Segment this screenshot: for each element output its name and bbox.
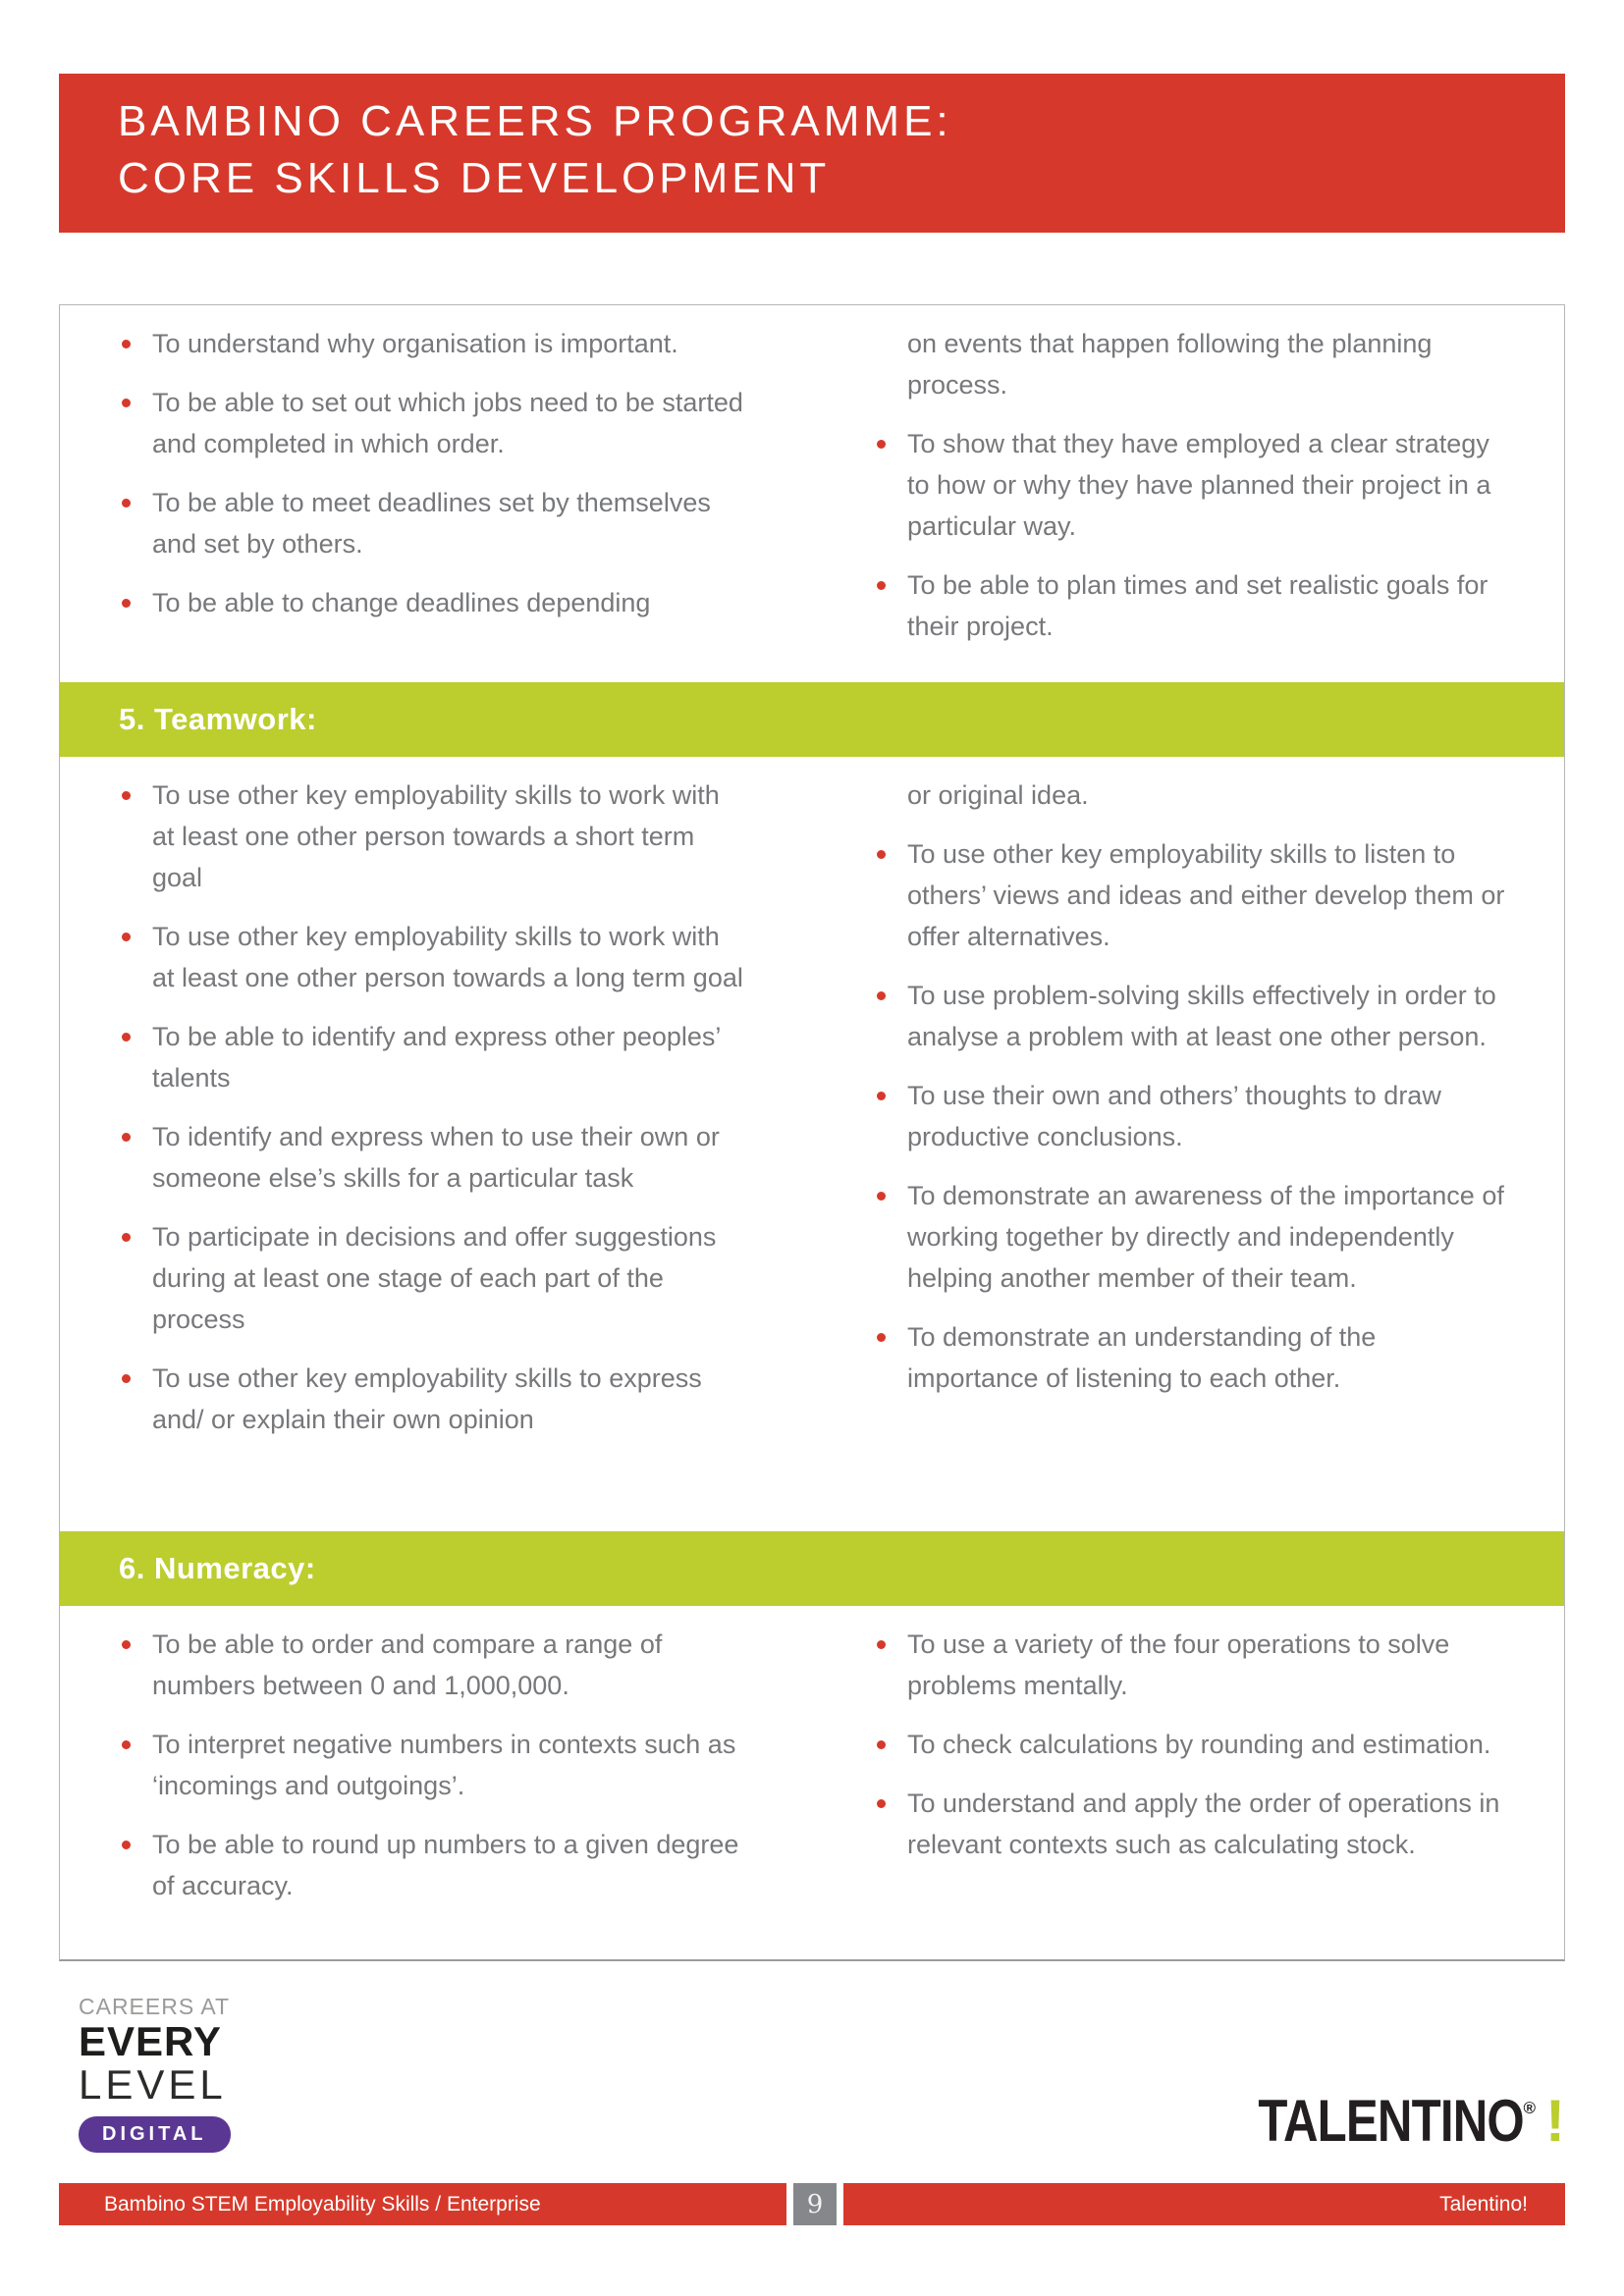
footer-bar-right <box>843 2183 1565 2225</box>
footer-right-text: Talentino! <box>1439 2192 1528 2216</box>
list-item-text: To participate in decisions and offer suggestions during at least one stage of each part of the process <box>152 1222 717 1334</box>
bullet-dot-icon <box>122 791 131 800</box>
digital-badge: DIGITAL <box>79 2116 231 2153</box>
careers-at-every-level-logo <box>79 1993 231 2153</box>
list-item-text: To show that they have employed a clear strategy to how or why they have planned their project in a particular way. <box>907 429 1491 541</box>
list-item <box>122 1824 747 1906</box>
bullet-dot-icon <box>877 1333 886 1342</box>
bullet-dot-icon <box>877 1640 886 1649</box>
bullet-dot-icon <box>122 1841 131 1849</box>
list-item-text: To understand and apply the order of operations in relevant contexts such as calculating stock. <box>907 1789 1500 1859</box>
list-item-text: To be able to plan times and set realistic goals for their project. <box>907 570 1489 641</box>
bullet-dot-icon <box>877 440 886 449</box>
logo-every: EVERY <box>79 2018 222 2064</box>
list-item-text: To use other key employability skills to work with at least one other person towards a short term goal <box>152 780 720 892</box>
bullet-dot-icon <box>122 1740 131 1749</box>
footer-bar-left <box>59 2183 786 2225</box>
list-item-text: To demonstrate an awareness of the importance of working together by directly and independently helping another member of their team. <box>907 1181 1504 1293</box>
list-item <box>122 582 747 623</box>
list-item-text: To use other key employability skills to work with at least one other person towards a long term goal <box>152 922 743 992</box>
bullet-list <box>122 323 747 623</box>
logo-level: LEVEL <box>79 2061 227 2108</box>
list-item <box>877 423 1509 547</box>
column-left <box>60 1624 812 1949</box>
list-item <box>122 1016 747 1098</box>
bullet-dot-icon <box>122 1233 131 1242</box>
list-item-text: or original idea. <box>907 780 1089 810</box>
bullet-dot-icon <box>877 581 886 590</box>
list-item-text: To identify and express when to use their own or someone else’s skills for a particular task <box>152 1122 720 1193</box>
list-item <box>877 833 1509 957</box>
talentino-logo <box>1200 2087 1565 2155</box>
bullet-list <box>877 323 1509 647</box>
page-title <box>59 74 1565 207</box>
page-title-line2: CORE SKILLS DEVELOPMENT <box>118 154 831 202</box>
list-item-text: To demonstrate an understanding of the importance of listening to each other. <box>907 1322 1377 1393</box>
list-item <box>122 1724 747 1806</box>
list-item <box>877 774 1509 816</box>
bullet-dot-icon <box>877 1740 886 1749</box>
list-item <box>877 1075 1509 1157</box>
list-item-text: To use other key employability skills to listen to others’ views and ideas and either develop them or offer alternatives. <box>907 839 1505 951</box>
section-columns <box>60 305 1564 682</box>
column-right <box>812 774 1564 1531</box>
list-item-text: To understand why organisation is important. <box>152 329 678 358</box>
bullet-dot-icon <box>877 1799 886 1808</box>
section-columns <box>60 757 1564 1531</box>
column-left <box>60 774 812 1531</box>
list-item-text: on events that happen following the planning process. <box>907 329 1433 400</box>
list-item-text: To use other key employability skills to express and/ or explain their own opinion <box>152 1363 702 1434</box>
list-item <box>122 382 747 464</box>
list-item-text: To be able to set out which jobs need to be started and completed in which order. <box>152 388 743 458</box>
content-box <box>59 304 1565 1961</box>
column-right <box>812 1624 1564 1949</box>
list-item <box>122 1358 747 1440</box>
list-item <box>122 482 747 564</box>
footer-left-text: Bambino STEM Employability Skills / Enterprise <box>104 2192 541 2216</box>
list-item-text: To be able to meet deadlines set by themselves and set by others. <box>152 488 711 559</box>
bullet-dot-icon <box>122 933 131 941</box>
list-item <box>877 1783 1509 1865</box>
bullet-dot-icon <box>122 1374 131 1383</box>
list-item <box>122 916 747 998</box>
list-item <box>877 1175 1509 1299</box>
bullet-dot-icon <box>877 1092 886 1100</box>
list-item-text: To use their own and others’ thoughts to draw productive conclusions. <box>907 1081 1441 1151</box>
logo-careers-at: CAREERS AT <box>79 1994 230 2019</box>
page-header-banner <box>59 74 1565 233</box>
bullet-dot-icon <box>877 991 886 1000</box>
page-title-line1: BAMBINO CAREERS PROGRAMME: <box>118 97 952 145</box>
list-item <box>122 774 747 898</box>
column-left <box>60 323 812 682</box>
bullet-dot-icon <box>122 340 131 348</box>
list-item <box>122 1216 747 1340</box>
list-item <box>877 323 1509 405</box>
list-item-text: To interpret negative numbers in contexts such as ‘incomings and outgoings’. <box>152 1730 736 1800</box>
list-item <box>122 1116 747 1199</box>
bullet-dot-icon <box>877 1192 886 1201</box>
bullet-list <box>877 1624 1509 1865</box>
bullet-dot-icon <box>122 499 131 507</box>
list-item <box>877 975 1509 1057</box>
bullet-list <box>877 774 1509 1399</box>
column-right <box>812 323 1564 682</box>
bullet-dot-icon <box>122 1133 131 1142</box>
list-item-text: To be able to round up numbers to a given degree of accuracy. <box>152 1830 739 1900</box>
bullet-dot-icon <box>122 599 131 608</box>
bullet-dot-icon <box>877 850 886 859</box>
page-number: 9 <box>793 2183 837 2225</box>
list-item <box>122 1624 747 1706</box>
list-item-text: To check calculations by rounding and estimation. <box>907 1730 1491 1759</box>
registered-trademark-icon: ® <box>1523 2099 1537 2117</box>
list-item <box>877 564 1509 647</box>
list-item <box>122 323 747 364</box>
section-header: 6. Numeracy: <box>60 1531 1564 1606</box>
section-columns <box>60 1606 1564 1949</box>
list-item-text: To use a variety of the four operations to solve problems mentally. <box>907 1629 1450 1700</box>
exclamation-icon: ! <box>1545 2088 1565 2154</box>
list-item-text: To be able to order and compare a range of numbers between 0 and 1,000,000. <box>152 1629 663 1700</box>
section-header: 5. Teamwork: <box>60 682 1564 757</box>
talentino-wordmark: TALENTINO <box>1257 2088 1524 2154</box>
bullet-list <box>122 1624 747 1906</box>
list-item <box>877 1624 1509 1706</box>
list-item-text: To be able to change deadlines depending <box>152 588 651 617</box>
bullet-dot-icon <box>122 1640 131 1649</box>
bullet-list <box>122 774 747 1440</box>
bullet-dot-icon <box>122 399 131 407</box>
list-item <box>877 1724 1509 1765</box>
bullet-dot-icon <box>122 1033 131 1041</box>
list-item-text: To be able to identify and express other peoples’ talents <box>152 1022 721 1093</box>
list-item-text: To use problem-solving skills effectively in order to analyse a problem with at least one other person. <box>907 981 1496 1051</box>
list-item <box>877 1316 1509 1399</box>
